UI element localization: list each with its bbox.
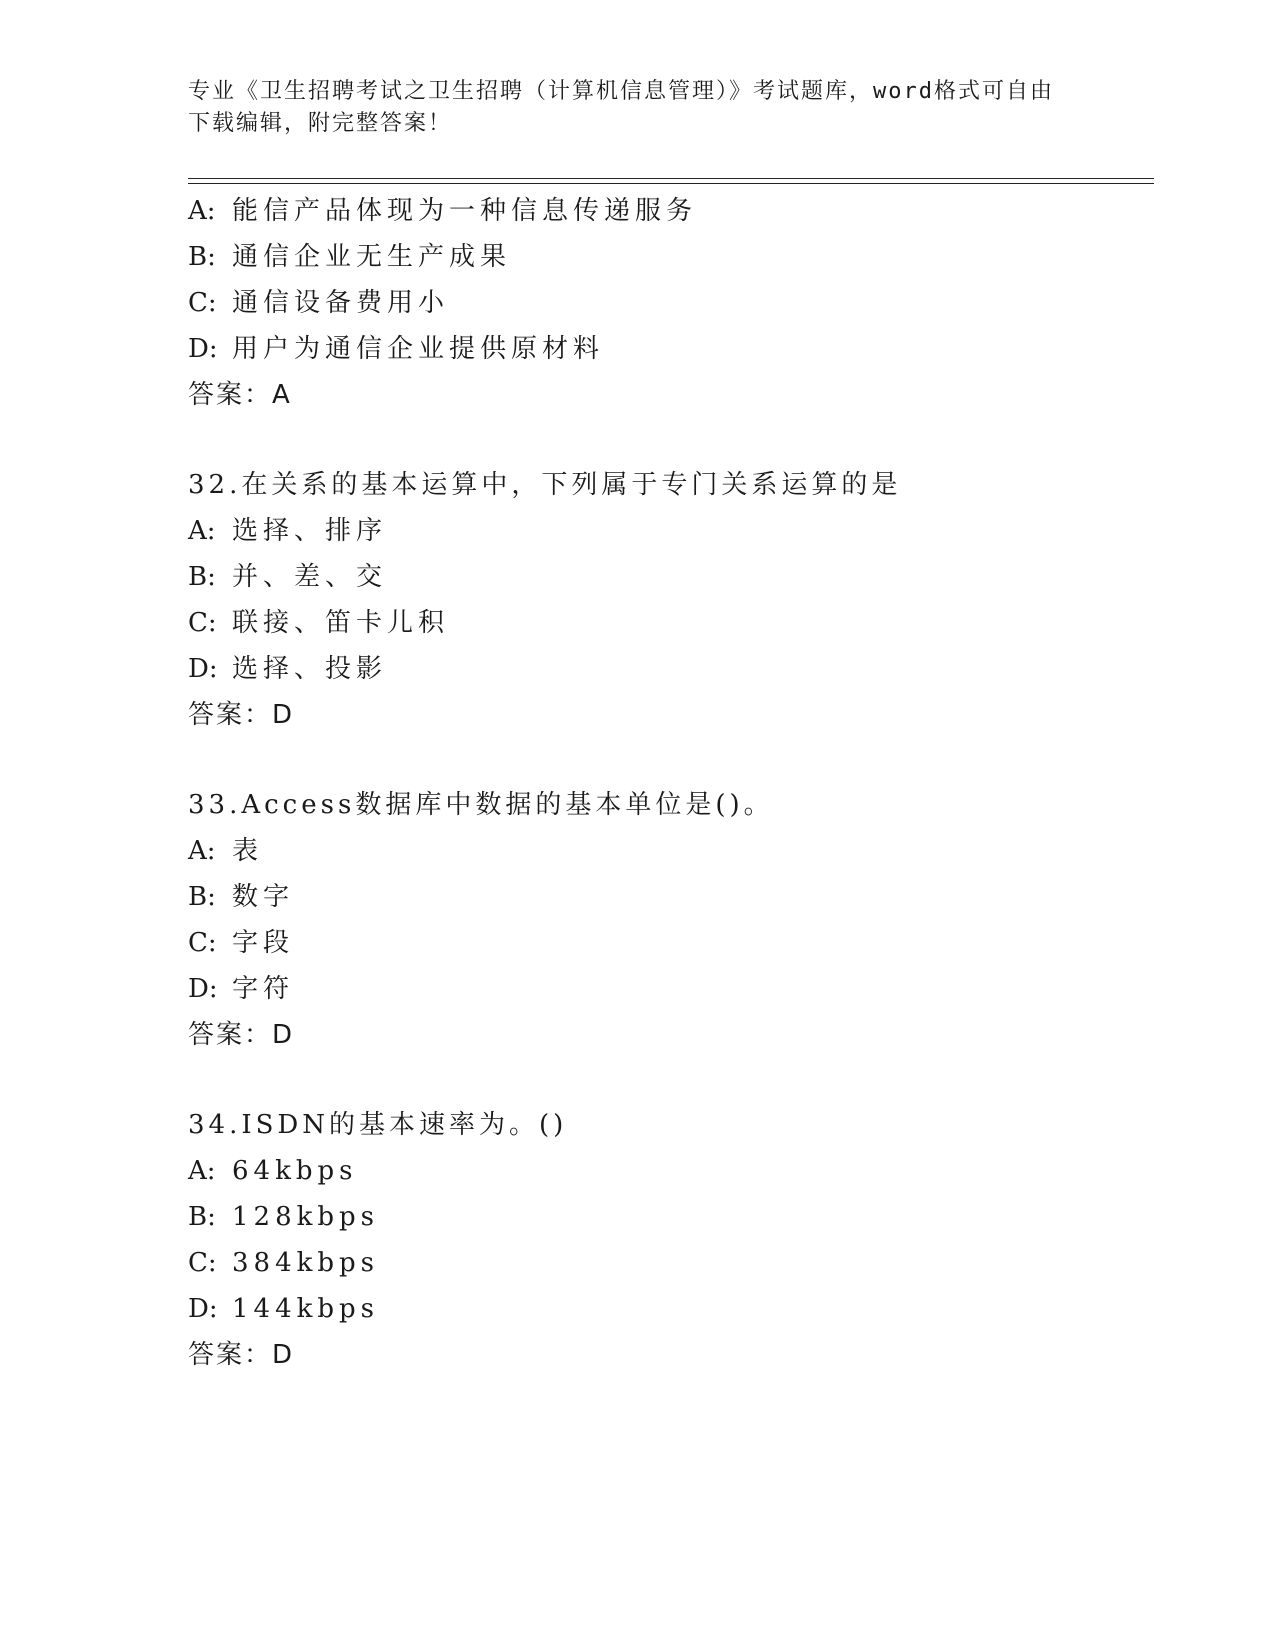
option-text: 144kbps xyxy=(232,1294,380,1324)
option-label: A: xyxy=(188,836,216,866)
option-label: C: xyxy=(188,928,217,958)
option-d xyxy=(188,966,1188,1012)
option-text: 128kbps xyxy=(232,1202,380,1232)
question-title: 33.Access数据库中数据的基本单位是()。 xyxy=(188,790,774,820)
option-label: C: xyxy=(188,1248,217,1278)
option-a xyxy=(188,1148,1188,1194)
option-text: 64kbps xyxy=(232,1156,358,1186)
option-text: 384kbps xyxy=(232,1248,380,1278)
option-label: D: xyxy=(188,334,218,364)
option-a xyxy=(188,828,1188,874)
question-block-32 xyxy=(188,462,1188,738)
document-header: 专业《卫生招聘考试之卫生招聘（计算机信息管理）》考试题库，word格式可自由下载编辑，附完整答案！ xyxy=(188,79,1054,136)
option-text: 数字 xyxy=(232,882,295,912)
header-rule-bottom xyxy=(188,183,1154,184)
option-c xyxy=(188,280,1188,326)
question-title: 34.ISDN的基本速率为。() xyxy=(188,1110,568,1140)
option-label: D: xyxy=(188,974,218,1004)
question-block-34 xyxy=(188,1102,1188,1378)
option-c xyxy=(188,1240,1188,1286)
option-label: D: xyxy=(188,654,218,684)
option-label: B: xyxy=(188,1202,216,1232)
option-label: B: xyxy=(188,882,216,912)
option-label: A: xyxy=(188,516,216,546)
option-text: 字符 xyxy=(232,974,295,1004)
option-label: A: xyxy=(188,1156,216,1186)
option-d xyxy=(188,1286,1188,1332)
spacer xyxy=(188,1058,1188,1102)
option-label: B: xyxy=(188,562,216,592)
answer-line: 答案：D xyxy=(188,1020,295,1050)
option-text: 并、差、交 xyxy=(232,562,388,592)
option-text: 字段 xyxy=(232,928,295,958)
option-b xyxy=(188,554,1188,600)
spacer xyxy=(188,418,1188,462)
option-text: 联接、笛卡儿积 xyxy=(232,608,450,638)
option-label: B: xyxy=(188,242,216,272)
option-label: C: xyxy=(188,288,217,318)
option-a xyxy=(188,188,1188,234)
header-rule-top xyxy=(188,178,1154,179)
answer-line: 答案：D xyxy=(188,700,295,730)
option-label: A: xyxy=(188,196,216,226)
option-b xyxy=(188,874,1188,920)
option-text: 选择、投影 xyxy=(232,654,388,684)
option-label: D: xyxy=(188,1294,218,1324)
question-block-33 xyxy=(188,782,1188,1058)
option-label: C: xyxy=(188,608,217,638)
option-d xyxy=(188,326,1188,372)
option-text: 通信设备费用小 xyxy=(232,288,450,318)
option-text: 选择、排序 xyxy=(232,516,388,546)
option-d xyxy=(188,646,1188,692)
option-text: 表 xyxy=(232,836,264,866)
option-c xyxy=(188,600,1188,646)
option-b xyxy=(188,1194,1188,1240)
option-a xyxy=(188,508,1188,554)
question-title: 32.在关系的基本运算中，下列属于专门关系运算的是 xyxy=(188,470,902,500)
option-b xyxy=(188,234,1188,280)
question-list xyxy=(188,188,1188,1378)
answer-line: 答案：D xyxy=(188,1340,295,1370)
option-text: 能信产品体现为一种信息传递服务 xyxy=(232,196,698,226)
option-text: 通信企业无生产成果 xyxy=(232,242,512,272)
spacer xyxy=(188,738,1188,782)
option-text: 用户为通信企业提供原材料 xyxy=(232,334,605,364)
option-c xyxy=(188,920,1188,966)
partial-question-block xyxy=(188,188,1188,418)
answer-line: 答案：A xyxy=(188,380,292,410)
